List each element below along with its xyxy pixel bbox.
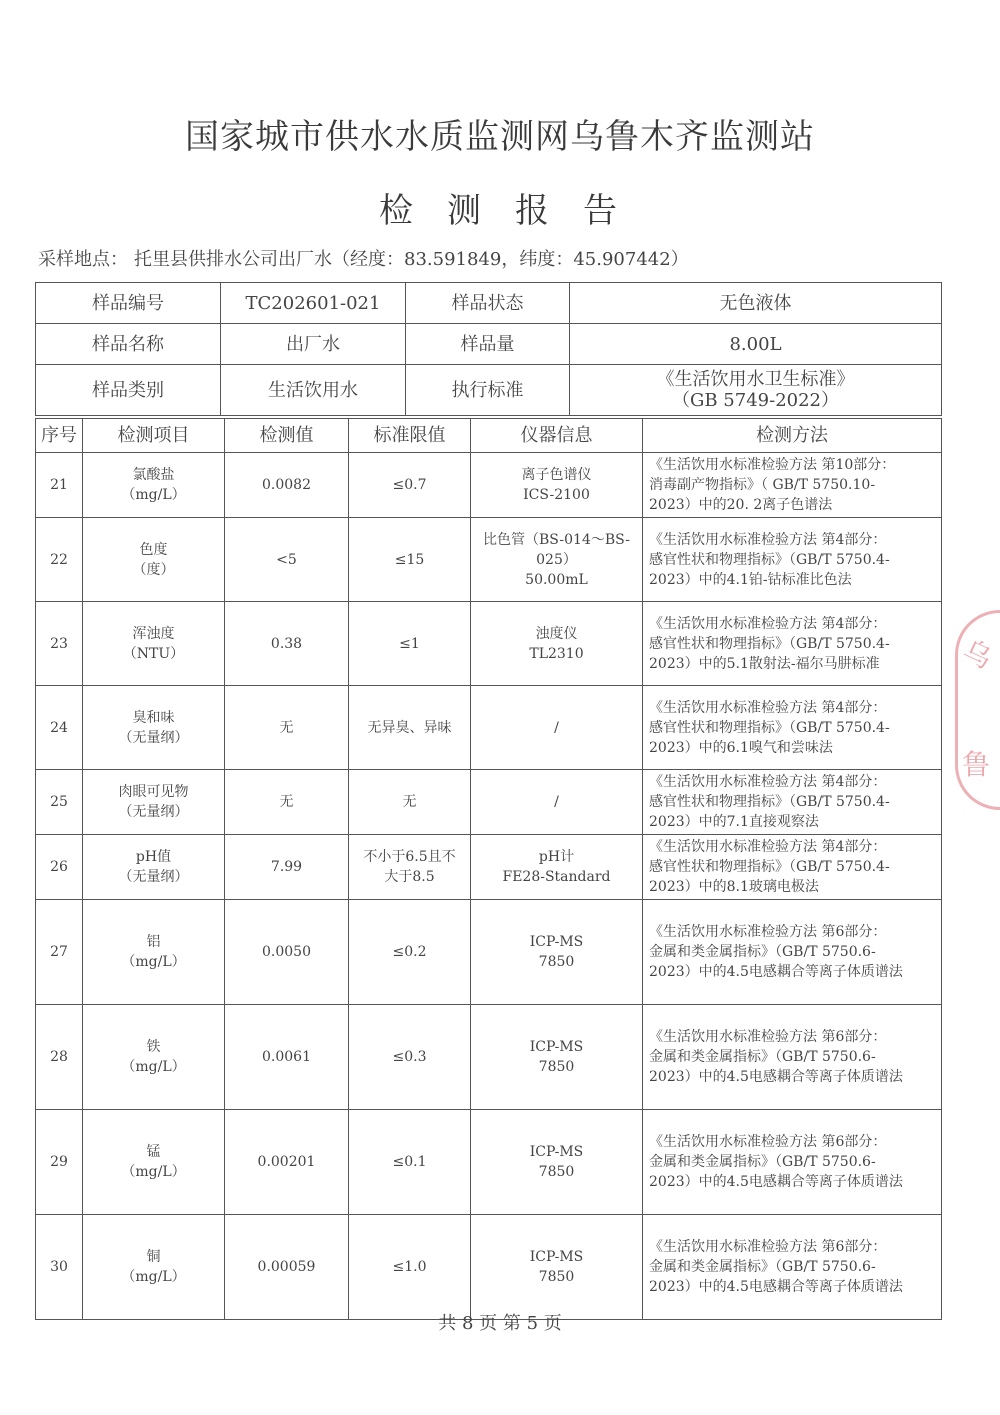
test-value: <5	[225, 518, 349, 602]
standard-line: （GB 5749-2022）	[671, 390, 840, 411]
instrument-line: TL2310	[529, 645, 584, 662]
limit-line: ≤0.3	[392, 1049, 427, 1065]
limit-line: ≤1.0	[392, 1259, 427, 1275]
method-line: 金属和类金属指标》（GB/T 5750.6-	[649, 1259, 876, 1275]
method-line: 2023）中的5.1散射法-福尔马肼标准	[649, 655, 880, 672]
test-item	[83, 602, 225, 686]
row-number: 27	[36, 900, 83, 1005]
method-line: 感官性状和物理指标》（GB/T 5750.4-	[649, 551, 890, 568]
test-item	[83, 518, 225, 602]
report-title: 检测报告	[379, 191, 651, 231]
instrument-line: ICS-2100	[523, 487, 590, 503]
instrument-line: 7850	[538, 1164, 575, 1180]
test-item-line: （无量纲）	[118, 729, 189, 746]
method-line: 金属和类金属指标》（GB/T 5750.6-	[649, 944, 876, 960]
instrument-line: 比色管（BS-014～BS-	[483, 531, 630, 548]
test-item-line: 铜	[146, 1249, 161, 1265]
test-value: 0.38	[225, 602, 349, 686]
method-line: 《生活饮用水标准检验方法 第4部分：	[649, 774, 887, 790]
method-line: 《生活饮用水标准检验方法 第6部分：	[649, 924, 887, 940]
sample-info-row	[36, 324, 942, 365]
method-line: 《生活饮用水标准检验方法 第6部分：	[649, 1029, 887, 1045]
test-item-line: （mg/L）	[121, 954, 186, 970]
test-item	[83, 686, 225, 770]
standard-limit	[349, 1215, 471, 1320]
test-method	[643, 900, 942, 1005]
table-row	[36, 900, 942, 1005]
instrument-line: 50.00mL	[525, 571, 588, 588]
instrument-line: 7850	[538, 1059, 575, 1075]
standard-limit	[349, 1110, 471, 1215]
test-item-line: 色度	[139, 541, 168, 558]
test-method	[643, 1110, 942, 1215]
method-line: 金属和类金属指标》（GB/T 5750.6-	[649, 1049, 876, 1065]
test-item-line: 浑浊度	[132, 625, 175, 642]
test-item	[83, 1215, 225, 1320]
test-item	[83, 900, 225, 1005]
sample-state-label: 样品状态	[406, 283, 570, 324]
test-item-line: 铁	[146, 1039, 161, 1055]
instrument-line: ICP-MS	[529, 934, 584, 950]
test-item	[83, 835, 225, 900]
test-item-line: pH值	[135, 849, 172, 865]
test-value: 0.00201	[225, 1110, 349, 1215]
test-item-line: 氯酸盐	[132, 467, 175, 483]
test-item-line: （mg/L）	[121, 1164, 186, 1180]
instrument-line: 7850	[538, 1269, 575, 1285]
limit-line: 无	[402, 794, 417, 810]
test-value: 7.99	[225, 835, 349, 900]
table-row	[36, 453, 942, 518]
instrument-line: ICP-MS	[529, 1144, 584, 1160]
row-number: 23	[36, 602, 83, 686]
seal-stamp	[955, 610, 1000, 810]
sample-number-value: TC202601-021	[221, 283, 406, 324]
test-value: 0.0061	[225, 1005, 349, 1110]
method-line: 感官性状和物理指标》（GB/T 5750.4-	[649, 635, 890, 652]
instrument-line: /	[554, 794, 559, 810]
table-row	[36, 686, 942, 770]
instrument-info	[471, 1215, 643, 1320]
method-line: 消毒副产物指标》（ GB/T 5750.10-	[649, 477, 876, 493]
test-item-line: 铝	[146, 934, 161, 950]
test-item-line: （无量纲）	[118, 869, 189, 885]
instrument-line: pH计	[538, 849, 575, 865]
row-number: 29	[36, 1110, 83, 1215]
method-line: 《生活饮用水标准检验方法 第4部分：	[649, 699, 887, 716]
standard-limit	[349, 518, 471, 602]
instrument-line: FE28-Standard	[502, 869, 611, 885]
test-item-line: （度）	[132, 561, 175, 578]
location-label: 采样地点：	[38, 249, 128, 270]
test-value: 无	[225, 770, 349, 835]
standard-line: 《生活饮用水卫生标准》	[656, 369, 855, 390]
standard-limit	[349, 835, 471, 900]
instrument-info	[471, 835, 643, 900]
limit-line: 大于8.5	[384, 869, 435, 885]
header-cell: 检测方法	[643, 419, 942, 453]
limit-line: 无异臭、异味	[367, 719, 452, 736]
method-line: 《生活饮用水标准检验方法 第10部分：	[649, 457, 896, 473]
page-footer: 共 8 页 第 5 页	[438, 1313, 562, 1334]
instrument-line: 7850	[538, 954, 575, 970]
standard-limit	[349, 686, 471, 770]
limit-line: ≤0.2	[392, 944, 427, 960]
row-number: 28	[36, 1005, 83, 1110]
test-method	[643, 453, 942, 518]
test-method	[643, 686, 942, 770]
instrument-info	[471, 770, 643, 835]
limit-line: 不小于6.5且不	[363, 849, 456, 865]
organization-title: 国家城市供水水质监测网乌鲁木齐监测站	[185, 117, 815, 157]
instrument-line: 025）	[536, 551, 577, 568]
method-line: 2023）中的7.1直接观察法	[649, 814, 819, 830]
table-row	[36, 602, 942, 686]
method-line: 金属和类金属指标》（GB/T 5750.6-	[649, 1154, 876, 1170]
method-line: 2023）中的4.5电感耦合等离子体质谱法	[649, 1174, 903, 1190]
sample-info-table	[35, 282, 942, 416]
test-method	[643, 835, 942, 900]
method-line: 《生活饮用水标准检验方法 第6部分：	[649, 1239, 887, 1255]
test-item-line: （mg/L）	[121, 487, 186, 503]
test-item-line: （mg/L）	[121, 1269, 186, 1285]
method-line: 2023）中的4.1铂-钴标准比色法	[649, 571, 852, 588]
test-method	[643, 518, 942, 602]
test-item	[83, 1005, 225, 1110]
instrument-info	[471, 518, 643, 602]
instrument-info	[471, 602, 643, 686]
instrument-info	[471, 900, 643, 1005]
header-cell: 序号	[36, 419, 83, 453]
test-item-line: （NTU）	[122, 645, 185, 662]
sample-category-label: 样品类别	[36, 365, 221, 416]
test-item-line: 肉眼可见物	[118, 784, 189, 800]
method-line: 2023）中的4.5电感耦合等离子体质谱法	[649, 964, 903, 980]
test-value: 0.00059	[225, 1215, 349, 1320]
limit-line: ≤1	[399, 635, 420, 652]
limit-line: ≤0.7	[392, 477, 427, 493]
test-item-line: （mg/L）	[121, 1059, 186, 1075]
instrument-line: ICP-MS	[529, 1039, 584, 1055]
method-line: 2023）中的6.1嗅气和尝味法	[649, 739, 833, 756]
results-table	[35, 418, 942, 1320]
standard-limit	[349, 770, 471, 835]
row-number: 24	[36, 686, 83, 770]
standard-limit	[349, 602, 471, 686]
sample-amount-label: 样品量	[406, 324, 570, 365]
instrument-info	[471, 453, 643, 518]
table-row	[36, 1215, 942, 1320]
row-number: 30	[36, 1215, 83, 1320]
method-line: 《生活饮用水标准检验方法 第4部分：	[649, 839, 887, 855]
test-item-line: 锰	[146, 1144, 161, 1160]
method-line: 《生活饮用水标准检验方法 第4部分：	[649, 615, 887, 632]
instrument-info	[471, 1005, 643, 1110]
sample-state-value: 无色液体	[570, 283, 942, 324]
method-line: 2023）中的4.5电感耦合等离子体质谱法	[649, 1069, 903, 1085]
sampling-location	[38, 246, 938, 274]
test-method	[643, 1215, 942, 1320]
table-row	[36, 1110, 942, 1215]
sample-info-row	[36, 365, 942, 416]
method-line: 2023）中的20. 2离子色谱法	[649, 497, 833, 513]
sample-amount-value: 8.00L	[570, 324, 942, 365]
test-value: 0.0082	[225, 453, 349, 518]
sample-name-label: 样品名称	[36, 324, 221, 365]
test-item	[83, 1110, 225, 1215]
header-cell: 检测值	[225, 419, 349, 453]
table-row	[36, 770, 942, 835]
stamp-char: 乌	[957, 633, 998, 676]
row-number: 22	[36, 518, 83, 602]
test-method	[643, 1005, 942, 1110]
header-cell: 仪器信息	[471, 419, 643, 453]
location-value: 托里县供排水公司出厂水（经度：83.591849，纬度：45.907442）	[134, 249, 689, 270]
standard-limit	[349, 1005, 471, 1110]
instrument-info	[471, 686, 643, 770]
sample-name-value: 出厂水	[221, 324, 406, 365]
sample-info-row	[36, 283, 942, 324]
table-row	[36, 1005, 942, 1110]
method-line: 2023）中的8.1玻璃电极法	[649, 879, 819, 895]
row-number: 25	[36, 770, 83, 835]
instrument-line: ICP-MS	[529, 1249, 584, 1265]
header-cell: 检测项目	[83, 419, 225, 453]
test-value: 无	[225, 686, 349, 770]
sample-category-value: 生活饮用水	[221, 365, 406, 416]
table-row	[36, 518, 942, 602]
standard-value	[570, 365, 942, 416]
standard-limit	[349, 453, 471, 518]
row-number: 26	[36, 835, 83, 900]
instrument-info	[471, 1110, 643, 1215]
test-item-line: 臭和味	[132, 709, 175, 726]
header-cell: 标准限值	[349, 419, 471, 453]
method-line: 《生活饮用水标准检验方法 第4部分：	[649, 531, 887, 548]
results-header-row	[36, 419, 942, 453]
row-number: 21	[36, 453, 83, 518]
instrument-line: 浊度仪	[535, 625, 578, 642]
method-line: 《生活饮用水标准检验方法 第6部分：	[649, 1134, 887, 1150]
method-line: 感官性状和物理指标》（GB/T 5750.4-	[649, 794, 890, 810]
test-item	[83, 453, 225, 518]
test-method	[643, 602, 942, 686]
table-row	[36, 835, 942, 900]
limit-line: ≤0.1	[392, 1154, 427, 1170]
method-line: 感官性状和物理指标》（GB/T 5750.4-	[649, 719, 890, 736]
instrument-line: 离子色谱仪	[521, 467, 592, 483]
sample-number-label: 样品编号	[36, 283, 221, 324]
method-line: 感官性状和物理指标》（GB/T 5750.4-	[649, 859, 890, 875]
instrument-line: /	[554, 719, 559, 736]
method-line: 2023）中的4.5电感耦合等离子体质谱法	[649, 1279, 903, 1295]
standard-label: 执行标准	[406, 365, 570, 416]
test-method	[643, 770, 942, 835]
test-item	[83, 770, 225, 835]
stamp-char: 鲁	[962, 748, 991, 781]
test-value: 0.0050	[225, 900, 349, 1005]
test-item-line: （无量纲）	[118, 804, 189, 820]
limit-line: ≤15	[394, 551, 425, 568]
standard-limit	[349, 900, 471, 1005]
